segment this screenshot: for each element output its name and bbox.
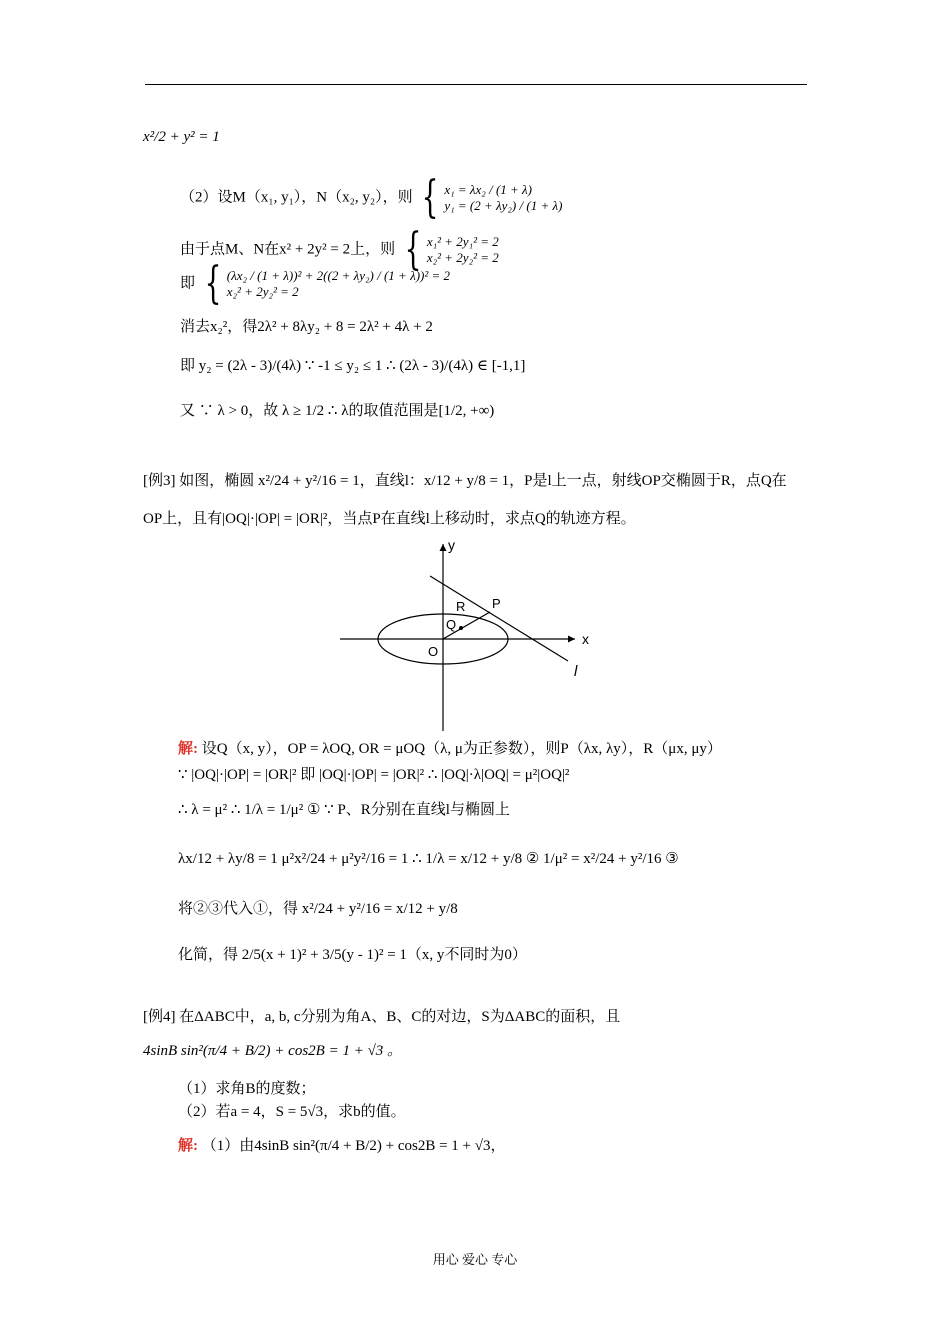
line-text: （1）由4sinB sin²(π/4 + B/2) + cos2B = 1 + √3，: [201, 1138, 506, 1154]
label-l: l: [574, 663, 578, 680]
line-text: λx/12 + λy/8 = 1 μ²x²/24 + μ²y²/16 = 1 ∴ 1/λ = x/12 + y/8 ② 1/μ² = x²/24 + y²/16 ③: [178, 851, 679, 867]
solution-substitute: [178, 900, 458, 918]
line-text: 由于点M、N在x² + 2y² = 2上，则: [180, 241, 396, 258]
lambda-range: [180, 402, 494, 420]
y2-expression: [180, 357, 525, 375]
ellipse-figure: [330, 536, 600, 736]
example4-equation: [143, 1042, 402, 1060]
label-y: y: [448, 537, 455, 553]
part2-setup: [180, 172, 563, 223]
system-row: x₂² + 2y₂² = 2: [426, 250, 499, 265]
label-o: O: [428, 644, 439, 659]
label-q: Q: [446, 617, 457, 632]
line-text: OP上，且有|OQ|·|OP| = |OR|²，当点P在直线l上移动时，求点Q的轨迹方程。: [143, 511, 636, 527]
solution-setup: [178, 740, 722, 758]
equation-system: { x₁² + 2y₁² = 2 x₂² + 2y₂² = 2: [404, 224, 499, 275]
line-text: ∵ |OQ|·|OP| = |OR|² 即 |OQ|·|OP| = |OR|² ∴ |OQ|·λ|OQ| = μ²|OQ|²: [178, 767, 570, 783]
system-row: x₁ = λx₂ / (1 + λ): [444, 181, 532, 197]
example4-question1: [178, 1080, 316, 1098]
line-text: （2）设M（x₁, y₁），N（x₂, y₂），则: [180, 189, 413, 206]
line-text: 即 y₂ = (2λ - 3)/(4λ) ∵ -1 ≤ y₂ ≤ 1 ∴ (2λ - 3)/(4λ) ∈ [-1,1]: [180, 358, 526, 374]
solution-condition: [178, 766, 569, 784]
point-q: [459, 626, 463, 630]
line-text: 又 ∵ λ > 0，故 λ ≥ 1/2 ∴ λ的取值范围是[1/2, +∞): [180, 403, 495, 419]
line-text: ∴ λ = μ² ∴ 1/λ = 1/μ² ① ∵ P、R分别在直线l与椭圆上: [178, 802, 510, 818]
equation-system: { (λx₂ / (1 + λ))² + 2((2 + λy₂) / (1 + λ))² = 2 x₂² + 2y₂² = 2: [204, 258, 451, 309]
page-footer: 用心 爱心 专心: [432, 1252, 518, 1267]
example4-solution: [178, 1137, 506, 1155]
solution-label: 解:: [178, 1138, 198, 1154]
solution-relation: [178, 801, 510, 819]
example4-statement: [143, 1008, 620, 1026]
system-row: x₂² + 2y₂² = 2: [226, 284, 299, 299]
system-row: x₁² + 2y₁² = 2: [426, 233, 499, 249]
line-text: x²/2 + y² = 1: [143, 129, 220, 145]
line-text: [例3] 如图，椭圆 x²/24 + y²/16 = 1，直线l：x/12 + y/8 = 1，P是l上一点，射线OP交椭圆于R，点Q在: [143, 473, 787, 489]
line-text: 消去x₂²，得2λ² + 8λy₂ + 8 = 2λ² + 4λ + 2: [180, 319, 433, 335]
label-p: P: [492, 596, 501, 611]
substitution-system: [180, 258, 451, 309]
line-text: 即: [180, 275, 196, 292]
system-row: y₁ = (2 + λy₂) / (1 + λ): [444, 198, 563, 213]
solution-result: [178, 946, 527, 964]
label-x: x: [582, 631, 589, 647]
example4-question2: [178, 1103, 406, 1121]
equation-system: { x₁ = λx₂ / (1 + λ) y₁ = (2 + λy₂) / (1 + λ): [421, 172, 563, 223]
line-text: 设Q（x, y），OP = λOQ, OR = μOQ（λ, μ为正参数），则P（λx, λy），R（μx, μy）: [201, 741, 722, 757]
header-rule: [145, 84, 807, 85]
system-row: (λx₂ / (1 + λ))² + 2((2 + λy₂) / (1 + λ))² = 2: [226, 267, 451, 283]
ellipse-equation: [143, 128, 220, 146]
example3-statement: [143, 472, 787, 490]
line-text: （2）若a = 4，S = 5√3，求b的值。: [178, 1104, 406, 1120]
label-r: R: [456, 599, 466, 614]
solution-equations: [178, 850, 679, 868]
example3-statement-cont: [143, 510, 636, 528]
line-text: 将②③代入①，得 x²/24 + y²/16 = x/12 + y/8: [178, 901, 458, 917]
eliminate-step: [180, 318, 433, 336]
line-text: 4sinB sin²(π/4 + B/2) + cos2B = 1 + √3 。: [143, 1043, 403, 1059]
line-text: （1）求角B的度数；: [178, 1081, 316, 1097]
line-text: [例4] 在ΔABC中，a, b, c分别为角A、B、C的对边，S为ΔABC的面积，且: [143, 1009, 621, 1025]
line-text: 化简，得 2/5(x + 1)² + 3/5(y - 1)² = 1（x, y不同时为0）: [178, 947, 527, 963]
solution-label: 解:: [178, 741, 198, 757]
